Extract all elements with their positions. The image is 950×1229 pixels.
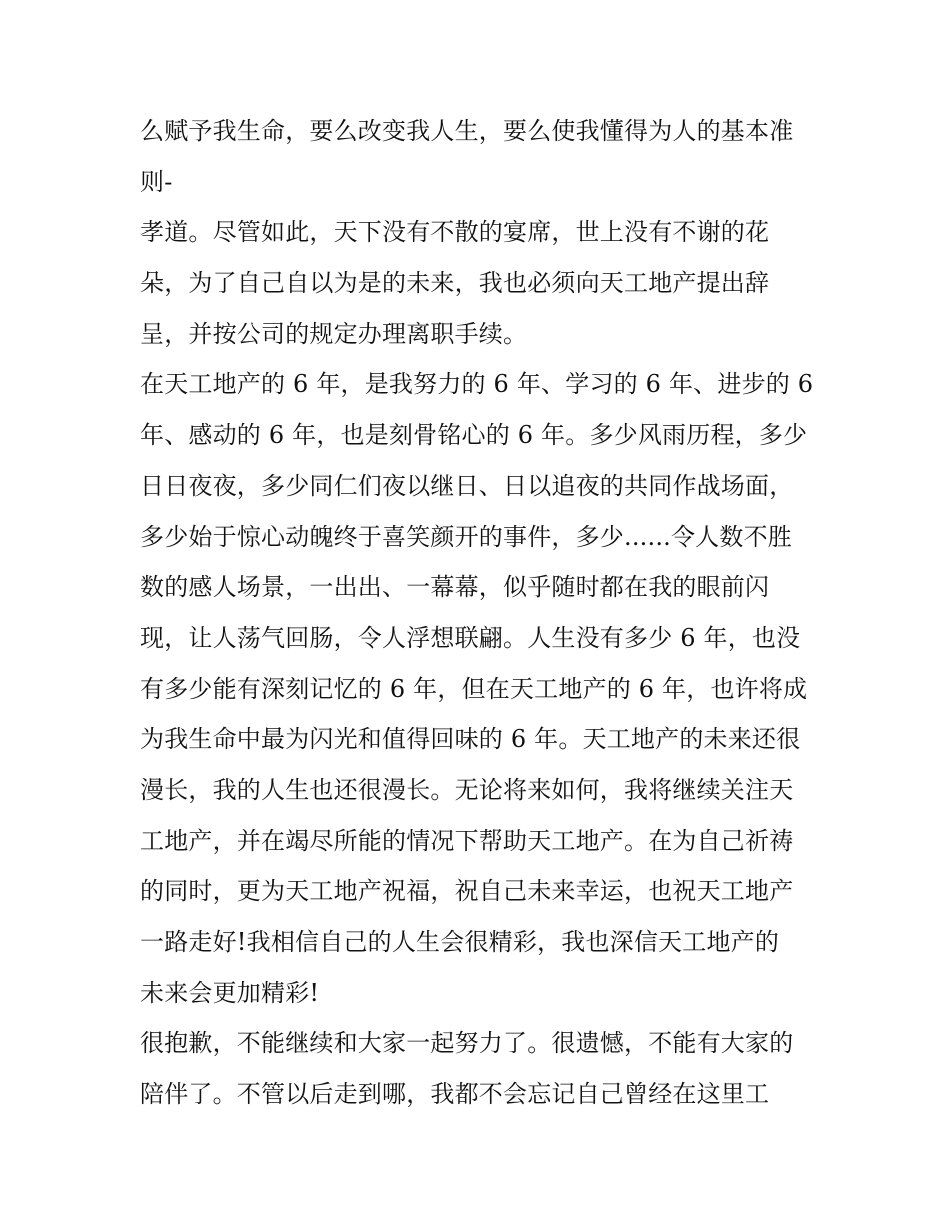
text-line: 未来会更加精彩! bbox=[140, 978, 320, 1007]
text-line: 工地产，并在竭尽所能的情况下帮助天工地产。在为自己祈祷 bbox=[140, 826, 794, 855]
text-line: 陪伴了。不管以后走到哪，我都不会忘记自己曾经在这里工 bbox=[140, 1080, 770, 1109]
text-line: 孝道。尽管如此，天下没有不散的宴席，世上没有不谢的花 bbox=[140, 218, 770, 247]
text-line: 多少始于惊心动魄终于喜笑颜开的事件，多少......令人数不胜 bbox=[140, 522, 792, 551]
text-line: 朵，为了自己自以为是的未来，我也必须向天工地产提出辞 bbox=[140, 269, 770, 298]
text-line: 在天工地产的 6 年，是我努力的 6 年、学习的 6 年、进步的 6 bbox=[140, 370, 814, 399]
text-line: 漫长，我的人生也还很漫长。无论将来如何，我将继续关注天 bbox=[140, 775, 794, 804]
text-line: 数的感人场景，一出出、一幕幕，似乎随时都在我的眼前闪 bbox=[140, 573, 770, 602]
text-line: 么赋予我生命，要么改变我人生，要么使我懂得为人的基本准 bbox=[140, 117, 794, 145]
text-line: 的同时，更为天工地产祝福，祝自己未来幸运，也祝天工地产 bbox=[140, 877, 794, 906]
text-line: 有多少能有深刻记忆的 6 年，但在天工地产的 6 年，也许将成 bbox=[140, 674, 808, 703]
body-text bbox=[140, 106, 820, 1120]
text-line: 现，让人荡气回肠，令人浮想联翩。人生没有多少 6 年，也没 bbox=[140, 623, 801, 652]
text-line: 为我生命中最为闪光和值得回味的 6 年。天工地产的未来还很 bbox=[140, 725, 801, 754]
text-line: 一路走好!我相信自己的人生会很精彩，我也深信天工地产的 bbox=[140, 928, 780, 956]
text-line: 日日夜夜，多少同仁们夜以继日、日以追夜的共同作战场面， bbox=[140, 471, 794, 500]
text-line: 年、感动的 6 年，也是刻骨铭心的 6 年。多少风雨历程，多少 bbox=[140, 421, 808, 450]
text-line: 呈，并按公司的规定办理离职手续。 bbox=[140, 319, 528, 348]
text-line: 很抱歉，不能继续和大家一起努力了。很遗憾，不能有大家的 bbox=[140, 1029, 794, 1058]
text-line: 则- bbox=[140, 167, 173, 196]
